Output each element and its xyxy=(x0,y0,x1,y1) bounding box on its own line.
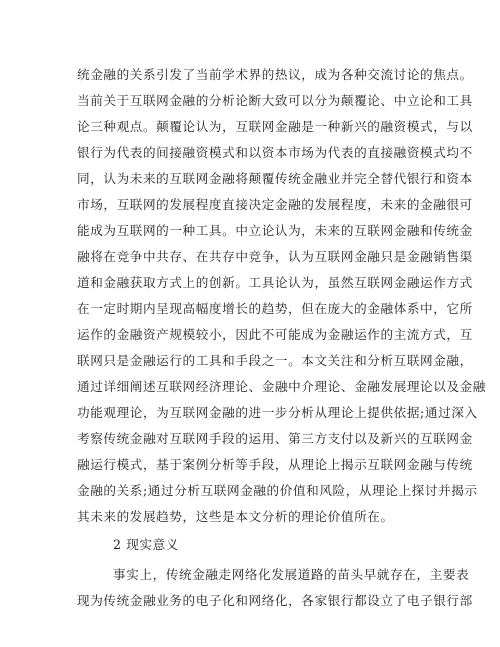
paragraph-1-line-15: 考察传统金融对互联网手段的运用、第三方支付以及新兴的互联网金 xyxy=(77,431,473,446)
paragraph-1-line-5: 同，认为未来的互联网金融将颠覆传统金融业并完全替代银行和资本 xyxy=(77,171,473,186)
paragraph-1-line-18: 其未来的发展趋势，这些是本文分析的理论价值所在。 xyxy=(77,509,394,524)
paragraph-2-line-1: 事实上，传统金融走网络化发展道路的苗头早就存在，主要表 xyxy=(113,567,470,582)
paragraph-1-line-11: 运作的金融资产规模较小，因此不可能成为金融运作的主流方式，互 xyxy=(77,327,473,342)
paragraph-1-line-17: 金融的关系;通过分析互联网金融的价值和风险，从理论上探讨并揭示 xyxy=(77,483,478,498)
paragraph-1-line-8: 融将在竞争中共存、在共存中竞争，认为互联网金融只是金融销售渠 xyxy=(77,249,473,264)
paragraph-1-line-7: 能成为互联网的一种工具。中立论认为，未来的互联网金融和传统金 xyxy=(77,223,473,238)
paragraph-1-line-9: 道和金融获取方式上的创新。工具论认为，虽然互联网金融运作方式 xyxy=(77,275,473,290)
paragraph-1-line-14: 功能观理论，为互联网金融的进一步分析从理论上提供依据;通过深入 xyxy=(77,405,478,420)
paragraph-1-line-12: 联网只是金融运行的工具和手段之一。本文关注和分析互联网金融， xyxy=(77,353,473,368)
paragraph-2-line-2: 现为传统金融业务的电子化和网络化，各家银行都设立了电子银行部 xyxy=(77,593,473,608)
paragraph-1-line-2: 当前关于互联网金融的分析论断大致可以分为颠覆论、中立论和工具 xyxy=(77,93,473,108)
paragraph-1-line-10: 在一定时期内呈现高幅度增长的趋势，但在庞大的金融体系中，它所 xyxy=(77,301,473,316)
section-heading: 2 现实意义 xyxy=(113,537,179,552)
paragraph-1-line-13: 通过详细阐述互联网经济理论、金融中介理论、金融发展理论以及金融 xyxy=(77,379,487,394)
paragraph-1-line-1: 统金融的关系引发了当前学术界的热议，成为各种交流讨论的焦点。 xyxy=(77,67,473,82)
paragraph-1-line-4: 银行为代表的间接融资模式和以资本市场为代表的直接融资模式均不 xyxy=(77,145,473,160)
paragraph-1-line-6: 市场，互联网的发展程度直接决定金融的发展程度，未来的金融很可 xyxy=(77,197,473,212)
paragraph-1-line-3: 论三种观点。颠覆论认为，互联网金融是一种新兴的融资模式，与以 xyxy=(77,119,473,134)
paragraph-1-line-16: 融运行模式，基于案例分析等手段，从理论上揭示互联网金融与传统 xyxy=(77,457,473,472)
